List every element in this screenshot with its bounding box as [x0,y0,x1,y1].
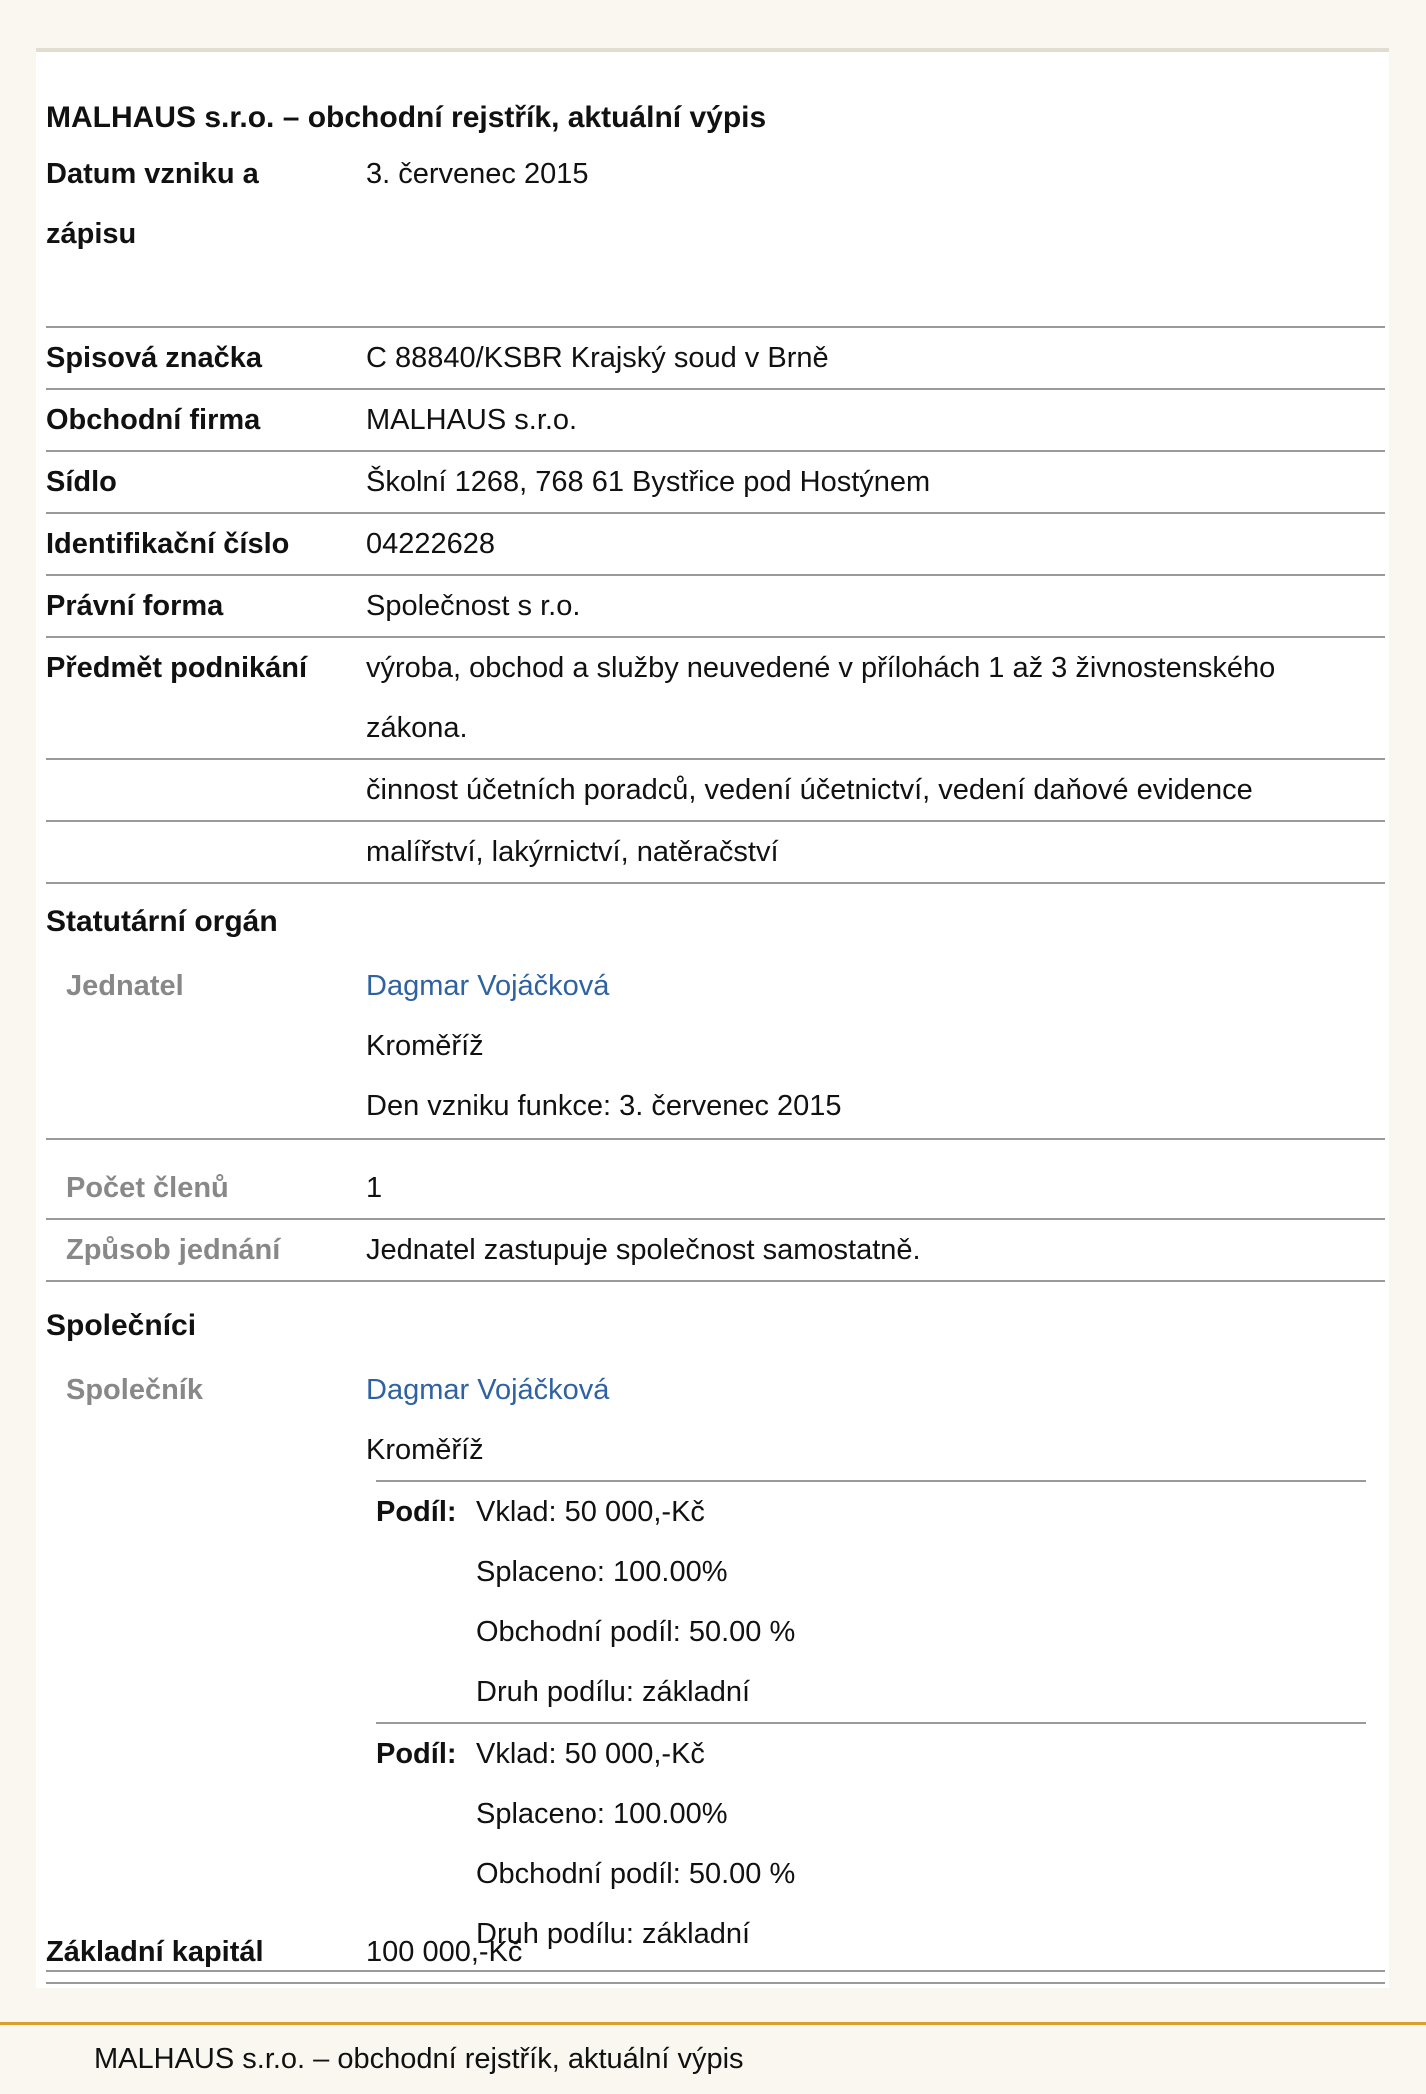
row-value [366,1360,609,1480]
row-label: Obchodní firma [46,404,261,436]
row-spisova-znacka [46,328,1385,390]
row-zakladni-kapital [46,1922,1385,1984]
share-label: Podíl: [376,1496,457,1528]
share-splaceno: Splaceno: 100.00% [476,1556,728,1588]
row-label: Jednatel [66,970,184,1002]
share-vklad: Vklad: 50 000,-Kč [476,1738,705,1770]
page-title: MALHAUS s.r.o. – obchodní rejstřík, aktuální výpis [46,101,767,134]
row-datum-vzniku [46,144,1385,328]
spolecnik-city: Kroměříž [366,1434,484,1466]
row-predmet-item [46,760,1385,822]
share-block [376,1480,1366,1722]
predmet-item: výroba, obchod a služby neuvedené v přílohách 1 až 3 živnostenského [366,652,1276,684]
row-label: Identifikační číslo [46,528,290,560]
row-label: Společník [66,1374,203,1406]
share-label: Podíl: [376,1738,457,1770]
row-pravni-forma [46,576,1385,638]
share-druh: Druh podílu: základní [476,1676,751,1708]
jednatel-city: Kroměříž [366,1030,484,1062]
row-value: 04222628 [366,528,496,560]
jednatel-name-link[interactable]: Dagmar Vojáčková [366,970,610,1002]
row-predmet-item [46,822,1385,884]
row-label: Sídlo [46,466,117,498]
row-value: MALHAUS s.r.o. [366,404,578,436]
row-ico [46,514,1385,576]
row-value: 100 000,-Kč [366,1936,523,1968]
row-value: 1 [366,1172,383,1204]
row-value: Školní 1268, 768 61 Bystřice pod Hostýnem [366,466,931,498]
spolecnik-name-link[interactable]: Dagmar Vojáčková [366,1374,610,1406]
share-podil: Obchodní podíl: 50.00 % [476,1858,796,1890]
row-value: 3. červenec 2015 [366,158,589,190]
row-value: malířství, lakýrnictví, natěračství [366,836,779,868]
row-value: činnost účetních poradců, vedení účetnictví, vedení daňové evidence [366,774,1253,806]
row-pocet-clenu [46,1158,1385,1220]
row-sidlo [46,452,1385,514]
register-extract [36,48,1389,1988]
section-heading-spolecnici: Společníci [46,1309,197,1342]
share-druh: Druh podílu: základní [476,1918,751,1950]
row-label: Spisová značka [46,342,262,374]
share-podil: Obchodní podíl: 50.00 % [476,1616,796,1648]
row-jednatel [46,956,1385,1140]
row-label: Základní kapitál [46,1936,264,1968]
row-zpusob-jednani [46,1220,1385,1282]
row-value: Společnost s r.o. [366,590,581,622]
jednatel-since: Den vzniku funkce: 3. červenec 2015 [366,1090,842,1122]
row-obchodni-firma [46,390,1385,452]
row-value: C 88840/KSBR Krajský soud v Brně [366,342,829,374]
page-footer [0,2022,1426,2094]
row-value [366,638,1325,758]
row-label: Právní forma [46,590,224,622]
row-label: Počet členů [66,1172,229,1204]
row-value: Jednatel zastupuje společnost samostatně. [366,1234,921,1266]
row-label: Předmět podnikání [46,652,308,684]
predmet-item: zákona. [366,712,468,744]
share-values [476,1482,795,1722]
row-label: Datum vzniku a zápisu [46,158,259,250]
footer-text: MALHAUS s.r.o. – obchodní rejstřík, aktuální výpis [94,2043,744,2075]
share-splaceno: Splaceno: 100.00% [476,1798,728,1830]
share-vklad: Vklad: 50 000,-Kč [476,1496,705,1528]
section-heading-statutarni: Statutární orgán [46,905,278,938]
row-label: Způsob jednání [66,1234,281,1266]
row-spolecnik [46,1360,1385,1972]
row-value [366,956,1325,1136]
row-predmet-podnikani [46,638,1385,760]
